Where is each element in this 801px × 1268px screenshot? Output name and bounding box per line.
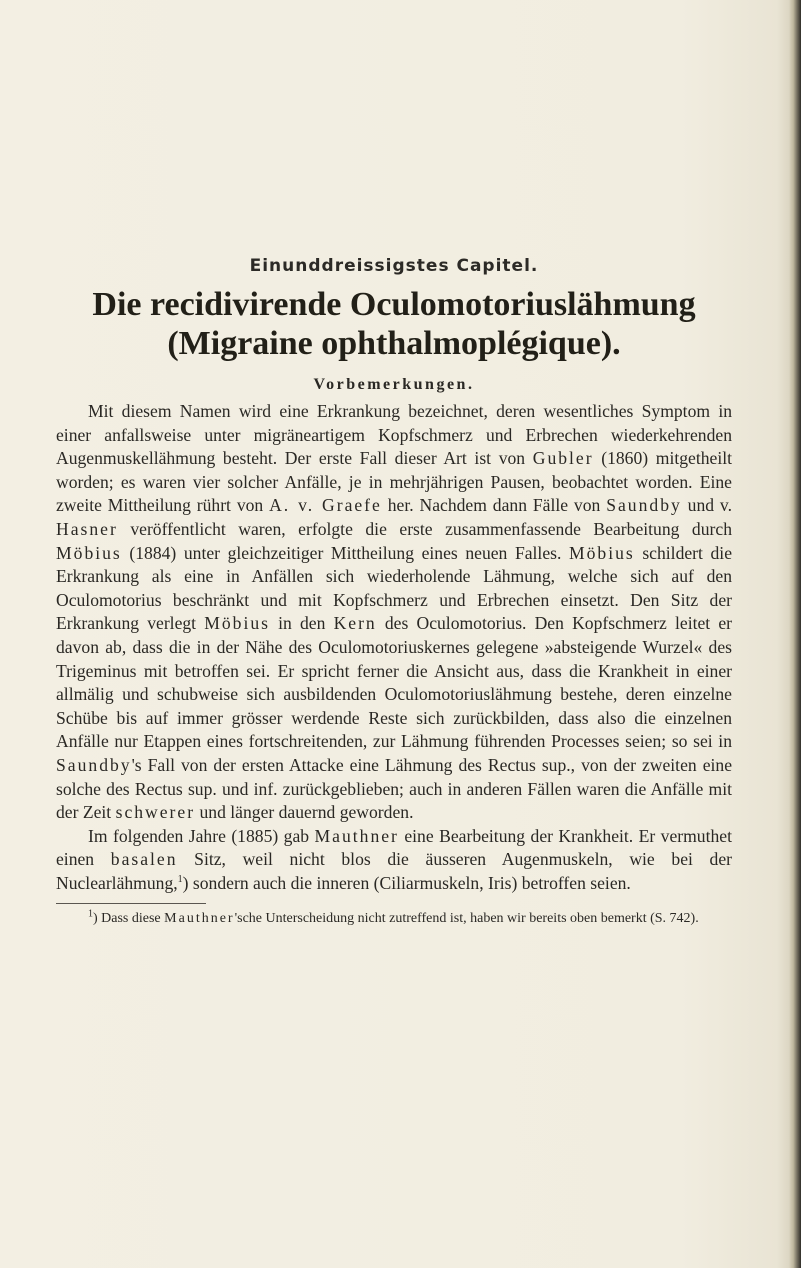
footnote-reference[interactable]: 1 [177,874,183,886]
page-title: Die recidivirende Oculomotoriuslähmung [92,286,696,323]
footnote-marker: 1 [88,908,93,920]
text-run: (1860) mitgetheilt worden; es waren vier solcher Anfälle, je in mehrjährigen Pausen, beobachtet worden. Eine zweite Mittheilung rührt von [56,448,732,516]
text-run: 'sche Unterscheidung nicht zutreffend ist, haben wir bereits oben bemerkt (S. 742). [234,911,699,927]
text-run: Im folgenden Jahre (1885) gab [88,825,315,846]
text-run: 's Fall von der ersten Attacke eine Lähmung des Rectus sup., von der zweiten eine solche des Rectus sup. und inf. zurückgeblieben; auch in anderen Fällen waren die Anfälle mit der Zeit [56,754,732,823]
text-run: ) Dass diese [93,911,165,927]
chapter-heading: Einunddreissigstes Capitel. [249,256,539,276]
footnote-divider [56,903,206,904]
text-run: und länger dauernd geworden. [195,802,414,823]
author-name: Mauthner [314,825,399,846]
text-run: des Oculomotorius. Den Kopfschmerz leitet er davon ab, dass die in der Nähe des Oculomotoriuskernes gelegene »absteigende Wurzel« des Trigeminus mit betroffen sei. Er spricht ferner die Ansicht aus, dass die Krankheit in einer allmälig und schubweise sich ausbildenden Oculomotoriuslähmung bestehe, deren einzelne Schübe bis auf immer grösser werdende Reste sich zurückbilden, dass also die einzelnen Anfälle nur Etappen eines fortschreitenden, zur Lähmung führenden Processes seien; so sei in [56,613,732,752]
text-run: veröffentlicht waren, erfolgte die erste zusammenfassende Bearbeitung durch [117,518,732,539]
author-name: Mauthner [164,911,235,927]
author-name: A. v. Graefe [269,495,382,516]
page-content [56,256,732,928]
page-edge-shadow [789,0,801,1268]
paragraph-2 [56,825,732,896]
section-heading: Vorbemerkungen. [313,376,475,393]
text-run: (1884) unter gleichzeitiger Mittheilung eines neuen Falles. [121,542,569,563]
text-run: ) sondern auch die inneren (Ciliarmuskeln, Iris) betroffen seien. [182,872,631,893]
text-run: Sitz, weil nicht blos die äusseren Augenmuskeln, wie bei der Nuclearlähmung, [56,849,733,893]
footnote [56,910,732,928]
emphasized-term: schwerer [115,802,196,823]
author-name: Gubler [532,448,594,469]
text-run: und v. [681,495,732,516]
text-run: eine Bearbeitung der Krankheit. Er vermuthet einen [56,825,732,870]
paragraph-1 [56,400,732,825]
author-name: Möbius [568,542,635,563]
emphasized-term: basalen [110,849,178,870]
text-run: in den [270,613,334,634]
body-text [56,400,732,895]
author-name: Hasner [56,518,118,539]
page-subtitle: (Migraine ophthalmoplégique). [167,325,621,362]
emphasized-term: Kern [333,613,377,634]
text-run: Mit diesem Namen wird eine Erkrankung bezeichnet, deren wesentliches Symptom in einer anfallsweise unter migräneartigem Kopfschmerz und Erbrechen wiederkehrenden Augenmuskellähmung besteht. Der erste Fall dieser Art ist von [56,401,732,469]
author-name: Möbius [56,542,122,563]
author-name: Saundby [606,495,682,516]
text-run: her. Nachdem dann Fälle von [381,495,607,516]
text-run: schildert die Erkrankung als eine in Anfällen sich wiederholende Lähmung, welche sich auf den Oculomotorius beschränkt und mit Kopfschmerz und Erbrechen einsetzt. Den Sitz der Erkrankung verlegt [56,542,733,634]
author-name: Möbius [204,613,270,634]
author-name: Saundby [56,754,132,775]
